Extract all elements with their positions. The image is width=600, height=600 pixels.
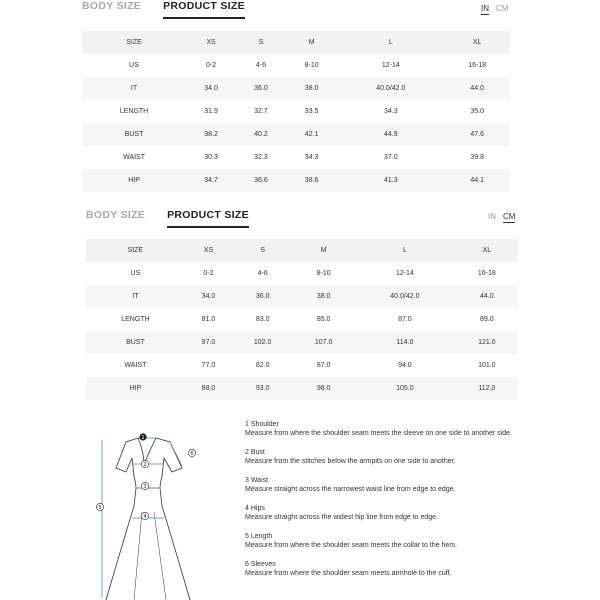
table-cell: 4-6 [232, 262, 293, 285]
table-row [86, 285, 518, 308]
table-header-cell: SIZE [82, 31, 186, 54]
note-description: Measure straight across the widest hip line from edge to edge. [245, 514, 438, 521]
table-row [86, 377, 518, 400]
table-cell: 101.0 [456, 354, 518, 377]
row-label-cell: BUST [82, 123, 186, 146]
bottom-size-tabs [86, 209, 271, 228]
table-cell: 38.0 [293, 285, 354, 308]
table-cell: 40.0/42.0 [337, 77, 444, 100]
row-label-cell: LENGTH [86, 308, 185, 331]
row-label-cell: IT [86, 285, 185, 308]
top-unit-toggle [474, 4, 508, 15]
row-label-cell: IT [82, 77, 186, 100]
top-size-tabs [82, 0, 267, 19]
note-length [245, 532, 545, 550]
table-cell: 102.0 [232, 331, 293, 354]
table-row [86, 354, 518, 377]
table-cell: 8-10 [293, 262, 354, 285]
row-label-cell: HIP [82, 169, 186, 192]
table-cell: 37.0 [337, 146, 444, 169]
table-header-cell: S [236, 31, 286, 54]
table-cell: 40.2 [236, 123, 286, 146]
table-cell: 12-14 [354, 262, 456, 285]
table-cell: 94.0 [354, 354, 456, 377]
tab-body-size[interactable]: BODY SIZE [86, 209, 146, 221]
note-sleeves [245, 560, 545, 578]
table-header-cell: XS [186, 31, 236, 54]
note-title: 6 Sleeves [245, 561, 276, 568]
row-label-cell: BUST [86, 331, 185, 354]
table-cell: 97.0 [185, 331, 232, 354]
unit-cm-button[interactable]: CM [503, 212, 516, 221]
dress-measurement-diagram [80, 422, 230, 600]
table-row [82, 77, 510, 100]
table-cell: 38.0 [286, 77, 337, 100]
table-cell: 4-6 [236, 54, 286, 77]
table-cell: 47.6 [444, 123, 510, 146]
table-cell: 89.0 [456, 308, 518, 331]
note-waist [245, 476, 545, 494]
table-cell: 34.7 [186, 169, 236, 192]
table-header-cell: SIZE [86, 239, 185, 262]
table-header-cell: M [286, 31, 337, 54]
table-cell: 34.3 [337, 100, 444, 123]
table-cell: 107.0 [293, 331, 354, 354]
table-cell: 8-10 [286, 54, 337, 77]
bottom-unit-toggle [481, 212, 515, 223]
note-description: Measure from where the shoulder seam meets the collar to the hem. [245, 542, 458, 549]
measurement-notes [245, 420, 545, 588]
row-label-cell: US [82, 54, 186, 77]
table-row [82, 123, 510, 146]
marker-1 [139, 433, 146, 440]
table-cell: 38.6 [286, 169, 337, 192]
table-cell: 32.7 [236, 100, 286, 123]
table-cell: 34.3 [286, 146, 337, 169]
marker-4 [141, 512, 148, 519]
table-header-row [82, 31, 510, 54]
table-cell: 0-2 [186, 54, 236, 77]
table-header-row [86, 239, 518, 262]
table-cell: 105.0 [354, 377, 456, 400]
table-cell: 87.0 [293, 354, 354, 377]
table-cell: 12-14 [337, 54, 444, 77]
table-cell: 98.0 [293, 377, 354, 400]
table-cell: 88.0 [185, 377, 232, 400]
row-label-cell: US [86, 262, 185, 285]
table-cell: 39.8 [444, 146, 510, 169]
table-cell: 81.0 [185, 308, 232, 331]
table-cell: 93.0 [232, 377, 293, 400]
note-bust [245, 448, 545, 466]
note-shoulder [245, 420, 545, 438]
marker-3 [141, 482, 148, 489]
unit-in-button[interactable]: IN [481, 4, 489, 13]
table-row [82, 169, 510, 192]
table-row [86, 308, 518, 331]
note-hips [245, 504, 545, 522]
table-cell: 40.0/42.0 [354, 285, 456, 308]
table-cell: 83.0 [232, 308, 293, 331]
bottom-size-table [86, 239, 518, 400]
table-cell: 114.0 [354, 331, 456, 354]
table-cell: 36.6 [236, 169, 286, 192]
table-header-cell: L [337, 31, 444, 54]
table-cell: 121.0 [456, 331, 518, 354]
table-row [86, 331, 518, 354]
row-label-cell: WAIST [86, 354, 185, 377]
table-cell: 36.0 [232, 285, 293, 308]
table-cell: 87.0 [354, 308, 456, 331]
svg-text:1: 1 [141, 434, 145, 441]
note-description: Measure from where the shoulder seam meets the sleeve on one side to another side. [245, 430, 512, 437]
table-cell: 16-18 [444, 54, 510, 77]
table-cell: 77.0 [185, 354, 232, 377]
svg-text:5: 5 [98, 504, 102, 511]
table-cell: 32.3 [236, 146, 286, 169]
note-description: Measure from the stitches below the armpits on one side to another. [245, 458, 456, 465]
marker-6 [188, 449, 195, 456]
marker-5 [96, 503, 103, 510]
table-header-cell: XS [185, 239, 232, 262]
table-header-cell: M [293, 239, 354, 262]
note-title: 2 Bust [245, 449, 265, 456]
table-cell: 36.0 [236, 77, 286, 100]
svg-text:4: 4 [143, 513, 147, 520]
table-cell: 0-2 [185, 262, 232, 285]
table-cell: 31.9 [186, 100, 236, 123]
table-row [82, 100, 510, 123]
table-cell: 34.0 [185, 285, 232, 308]
row-label-cell: WAIST [82, 146, 186, 169]
table-cell: 112.0 [456, 377, 518, 400]
note-title: 5 Length [245, 533, 273, 540]
row-label-cell: LENGTH [82, 100, 186, 123]
note-description: Measure straight across the narrowest waist line from edge to edge. [245, 486, 456, 493]
table-cell: 44.0 [444, 77, 510, 100]
svg-text:3: 3 [143, 483, 147, 490]
table-cell: 34.0 [186, 77, 236, 100]
unit-in-button[interactable]: IN [488, 212, 496, 221]
table-cell: 82.0 [232, 354, 293, 377]
tab-product-size[interactable]: PRODUCT SIZE [167, 209, 249, 228]
row-label-cell: HIP [86, 377, 185, 400]
table-cell: 85.0 [293, 308, 354, 331]
table-cell: 16-18 [456, 262, 518, 285]
table-row [82, 146, 510, 169]
top-size-table [82, 31, 510, 192]
svg-text:2: 2 [143, 461, 147, 468]
unit-cm-button[interactable]: CM [496, 4, 509, 13]
table-cell: 44.1 [444, 169, 510, 192]
note-title: 1 Shoulder [245, 421, 279, 428]
table-cell: 33.5 [286, 100, 337, 123]
table-cell: 35.0 [444, 100, 510, 123]
table-cell: 41.3 [337, 169, 444, 192]
note-title: 3 Waist [245, 477, 269, 484]
table-cell: 42.1 [286, 123, 337, 146]
svg-text:6: 6 [190, 450, 194, 457]
tab-body-size[interactable]: BODY SIZE [82, 0, 142, 12]
marker-2 [141, 460, 148, 467]
note-description: Measure from where the shoulder seam meets armhole to the cuff. [245, 570, 452, 577]
table-header-cell: L [354, 239, 456, 262]
table-row [82, 54, 510, 77]
table-header-cell: XL [456, 239, 518, 262]
table-cell: 38.2 [186, 123, 236, 146]
table-cell: 44.0 [456, 285, 518, 308]
table-header-cell: S [232, 239, 293, 262]
table-cell: 30.3 [186, 146, 236, 169]
note-title: 4 Hips [245, 505, 265, 512]
table-header-cell: XL [444, 31, 510, 54]
table-cell: 44.9 [337, 123, 444, 146]
table-row [86, 262, 518, 285]
measurement-markers [96, 433, 195, 519]
tab-product-size[interactable]: PRODUCT SIZE [163, 0, 245, 19]
